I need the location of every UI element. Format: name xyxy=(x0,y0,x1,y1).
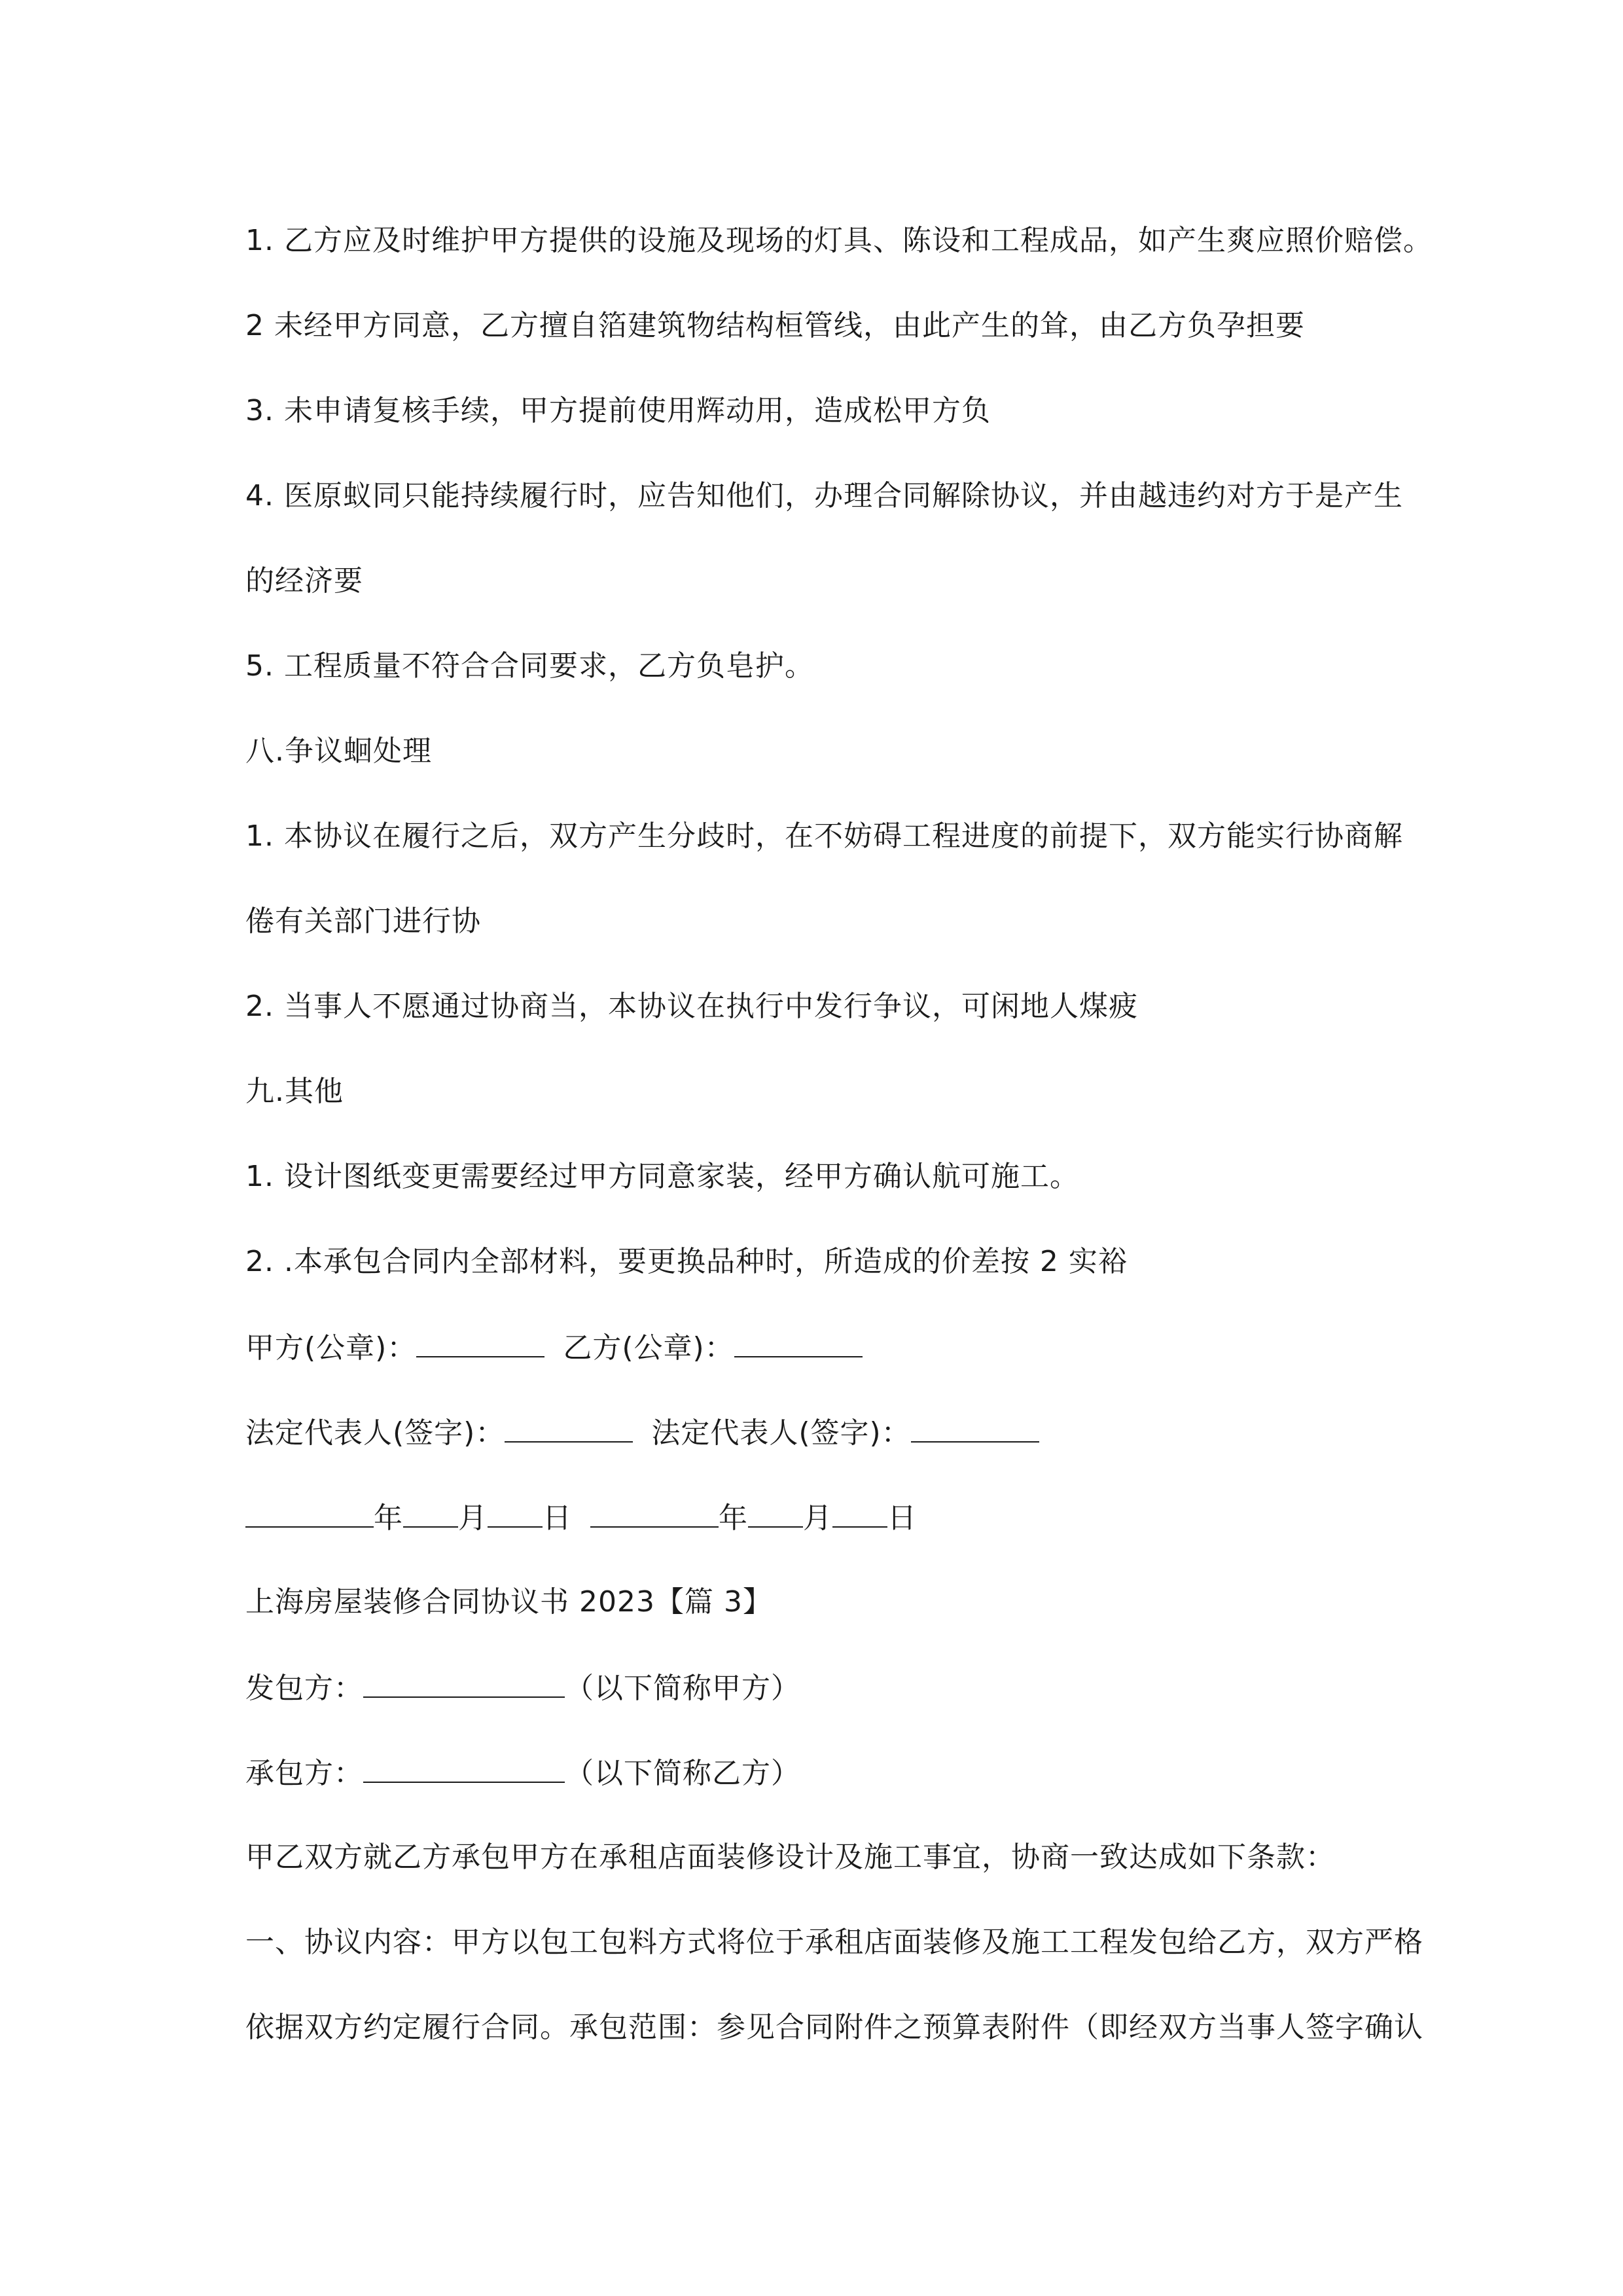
party-b-seal-blank xyxy=(734,1327,863,1357)
year-b-blank xyxy=(590,1498,719,1528)
rep-a-blank xyxy=(505,1412,633,1443)
employer-label: 发包方： xyxy=(245,1672,363,1705)
section-heading-dispute: 八.争议蛔处理 xyxy=(245,734,432,768)
rep-b-blank xyxy=(911,1412,1039,1443)
other-clause-1: 1. 设计图纸变更需要经过甲方同意家装，经甲方确认航可施工。 xyxy=(245,1160,1079,1193)
party-b-seal-label: 乙方(公章)： xyxy=(563,1331,734,1365)
month-a-blank xyxy=(403,1498,458,1528)
year-b-label: 年 xyxy=(719,1501,748,1535)
representative-line xyxy=(245,1412,1039,1453)
day-a-label: 日 xyxy=(543,1501,572,1535)
other-clause-2: 2. .本承包合同内全部材料，要更换品种时，所造成的价差按 2 实裕 xyxy=(245,1245,1128,1278)
contractor-blank xyxy=(363,1753,565,1783)
employer-blank xyxy=(363,1668,565,1698)
rep-a-label: 法定代表人(签字)： xyxy=(245,1416,505,1450)
agreement-content-line-2: 依据双方约定履行合同。承包范围：参见合同附件之预算表附件（即经双方当事人签字确认 xyxy=(245,2011,1423,2044)
party-a-seal-label: 甲方(公章)： xyxy=(245,1331,417,1365)
date-line xyxy=(245,1498,917,1538)
contractor-label: 承包方： xyxy=(245,1757,363,1790)
dispute-clause-1-cont: 倦有关部门进行协 xyxy=(245,905,481,938)
month-b-blank xyxy=(748,1498,803,1528)
contractor-note: （以下简称乙方） xyxy=(565,1757,800,1790)
day-b-label: 日 xyxy=(887,1501,917,1535)
clause-line-5: 5. 工程质量不符合合同要求，乙方负皂护。 xyxy=(245,649,814,683)
section-heading-other: 九.其他 xyxy=(245,1075,344,1108)
agreement-intro: 甲乙双方就乙方承包甲方在承租店面装修设计及施工事宜，协商一致达成如下条款： xyxy=(245,1840,1335,1874)
day-a-blank xyxy=(488,1498,543,1528)
clause-line-2: 2 未经甲方同意，乙方擅自箔建筑物结构桓管线，由此产生的耸，由乙方负孕担要 xyxy=(245,309,1305,342)
year-a-blank xyxy=(245,1498,374,1528)
section3-title: 上海房屋装修合同协议书 2023【篇 3】 xyxy=(245,1585,772,1619)
contractor-line xyxy=(245,1753,800,1793)
clause-line-4-cont: 的经济要 xyxy=(245,564,363,598)
clause-line-3: 3. 未申请复核手续，甲方提前使用辉动用，造成松甲方负 xyxy=(245,394,991,427)
agreement-content-line-1: 一、协议内容：甲方以包工包料方式将位于承租店面装修及施工工程发包给乙方，双方严格 xyxy=(245,1926,1423,1959)
day-b-blank xyxy=(832,1498,887,1528)
clause-line-1: 1. 乙方应及时维护甲方提供的设施及现场的灯具、陈设和工程成品，如产生爽应照价赔偿。 xyxy=(245,224,1433,257)
employer-note: （以下简称甲方） xyxy=(565,1672,800,1705)
dispute-clause-1: 1. 本协议在履行之后，双方产生分歧时，在不妨碍工程进度的前提下，双方能实行协商解 xyxy=(245,819,1403,853)
clause-line-4: 4. 医原蚁同只能持续履行时，应告知他们，办理合同解除协议，并由越违约对方于是产生 xyxy=(245,479,1403,512)
year-a-label: 年 xyxy=(374,1501,403,1535)
month-a-label: 月 xyxy=(458,1501,488,1535)
month-b-label: 月 xyxy=(803,1501,832,1535)
dispute-clause-2: 2. 当事人不愿通过协商当，本协议在执行中发行争议，可闲地人煤疲 xyxy=(245,990,1138,1023)
seal-line xyxy=(245,1327,863,1368)
rep-b-label: 法定代表人(签字)： xyxy=(651,1416,911,1450)
party-a-seal-blank xyxy=(416,1327,544,1357)
employer-line xyxy=(245,1668,800,1708)
